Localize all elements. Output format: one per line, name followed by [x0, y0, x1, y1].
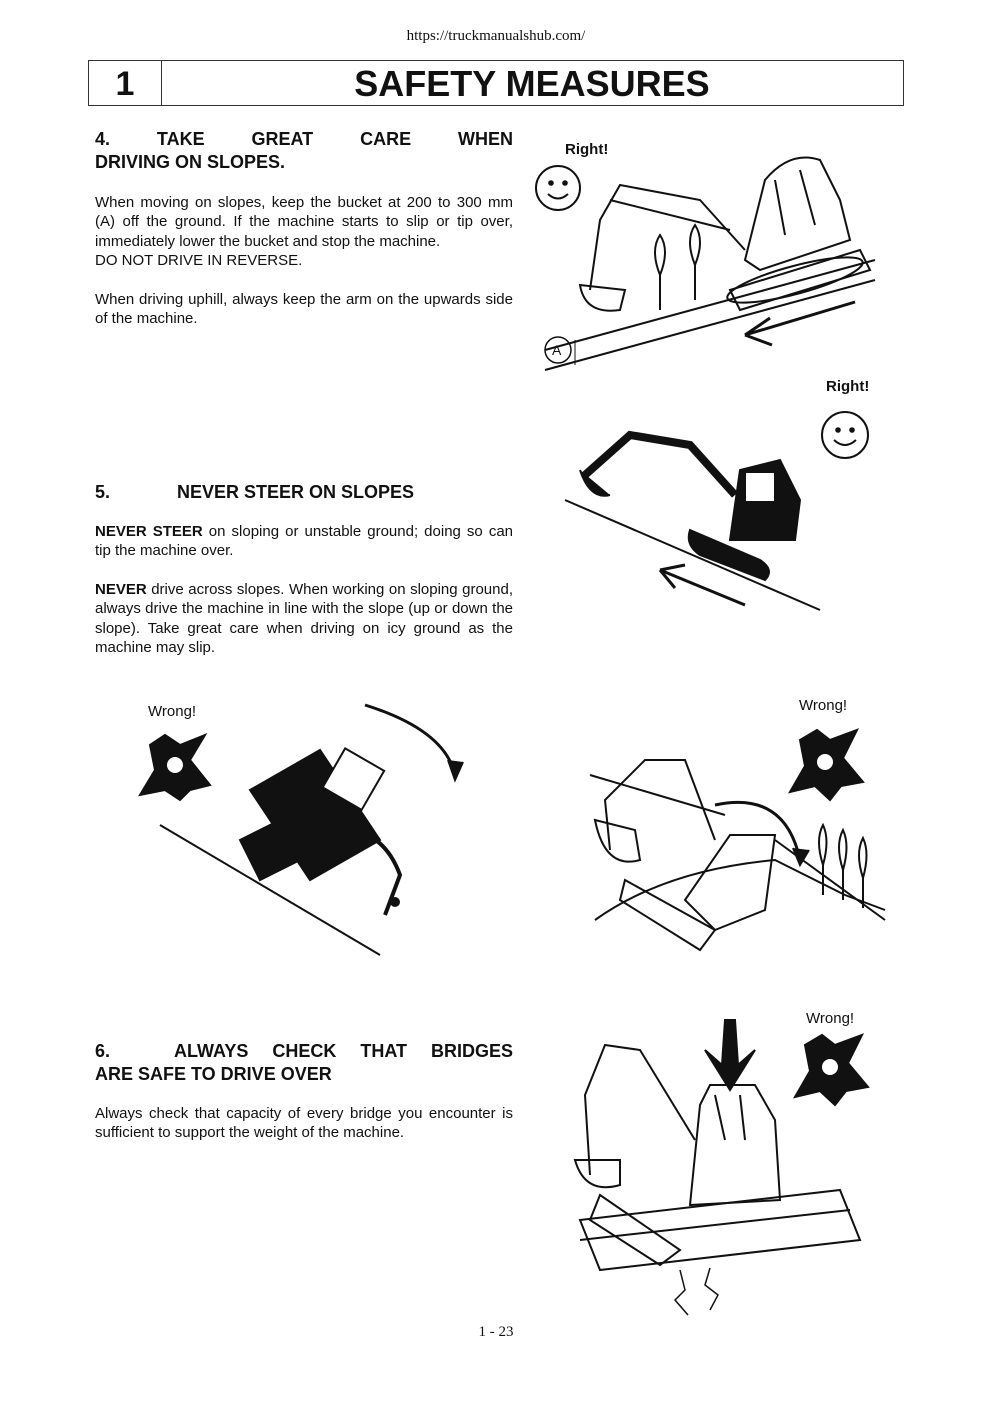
- section-5-para-1: NEVER STEER on sloping or unstable ground; doing so can tip the machine over.: [95, 523, 514, 560]
- svg-text:A: A: [552, 342, 562, 358]
- section-4-heading: 4. TAKE GREAT CARE WHEN DRIVING ON SLOPES.: [95, 129, 513, 172]
- fig5-label: Wrong!: [806, 1010, 855, 1027]
- fig4-excavator-overturn-illustration: [565, 720, 895, 980]
- fig2-label: Right!: [826, 378, 870, 395]
- section-6-number: 6.: [95, 1041, 111, 1061]
- section-5-number: 5.: [95, 482, 111, 502]
- section-5-body: [95, 522, 513, 657]
- section-4-para-3: When driving uphill, always keep the arm on the upwards side of the machine.: [95, 290, 513, 328]
- fig4-label: Wrong!: [799, 697, 848, 714]
- fig2-excavator-slope-illustration: [560, 400, 880, 620]
- page-title: SAFETY MEASURES: [354, 63, 710, 104]
- section-4-number: 4.: [95, 129, 111, 149]
- fig1-label: Right!: [565, 141, 609, 158]
- source-url: https://truckmanualshub.com/: [406, 28, 586, 44]
- section-6-body: [95, 1104, 513, 1143]
- page-number: 1 - 23: [478, 1324, 514, 1340]
- section-6-heading: 6. ALWAYS CHECK THAT BRIDGES ARE SAFE TO DRIVE OVER: [95, 1041, 513, 1084]
- fig1-excavator-uphill-illustration: [530, 140, 890, 380]
- section-4-body: [95, 193, 513, 328]
- section-5-heading: [95, 481, 513, 504]
- section-4-para-1: When moving on slopes, keep the bucket at 200 to 300 mm (A) off the ground. If the machine starts to slip or tip over, immediately lower the bucket and stop the machine.: [95, 194, 513, 250]
- page-header: [88, 60, 904, 106]
- smiley-icon: [822, 412, 868, 458]
- chapter-number: 1: [89, 61, 162, 105]
- section-6-para-1: Always check that capacity of every bridge you encounter is sufficient to support the weight of the machine.: [95, 1105, 513, 1142]
- section-5-para-2: NEVER drive across slopes. When working on sloping ground, always drive the machine in line with the slope (up or down the slope). Take great care when driving on icy ground as the machine may slip.: [95, 580, 513, 657]
- down-arrow-icon: [705, 1020, 755, 1090]
- fig3-label: Wrong!: [148, 703, 197, 720]
- smiley-icon: [536, 166, 580, 210]
- section-5-title: NEVER STEER ON SLOPES: [177, 482, 415, 502]
- fig5-excavator-bridge-illustration: [560, 1010, 870, 1320]
- fig3-excavator-tipping-illustration: [130, 690, 480, 970]
- section-4-para-2: DO NOT DRIVE IN REVERSE.: [95, 252, 303, 270]
